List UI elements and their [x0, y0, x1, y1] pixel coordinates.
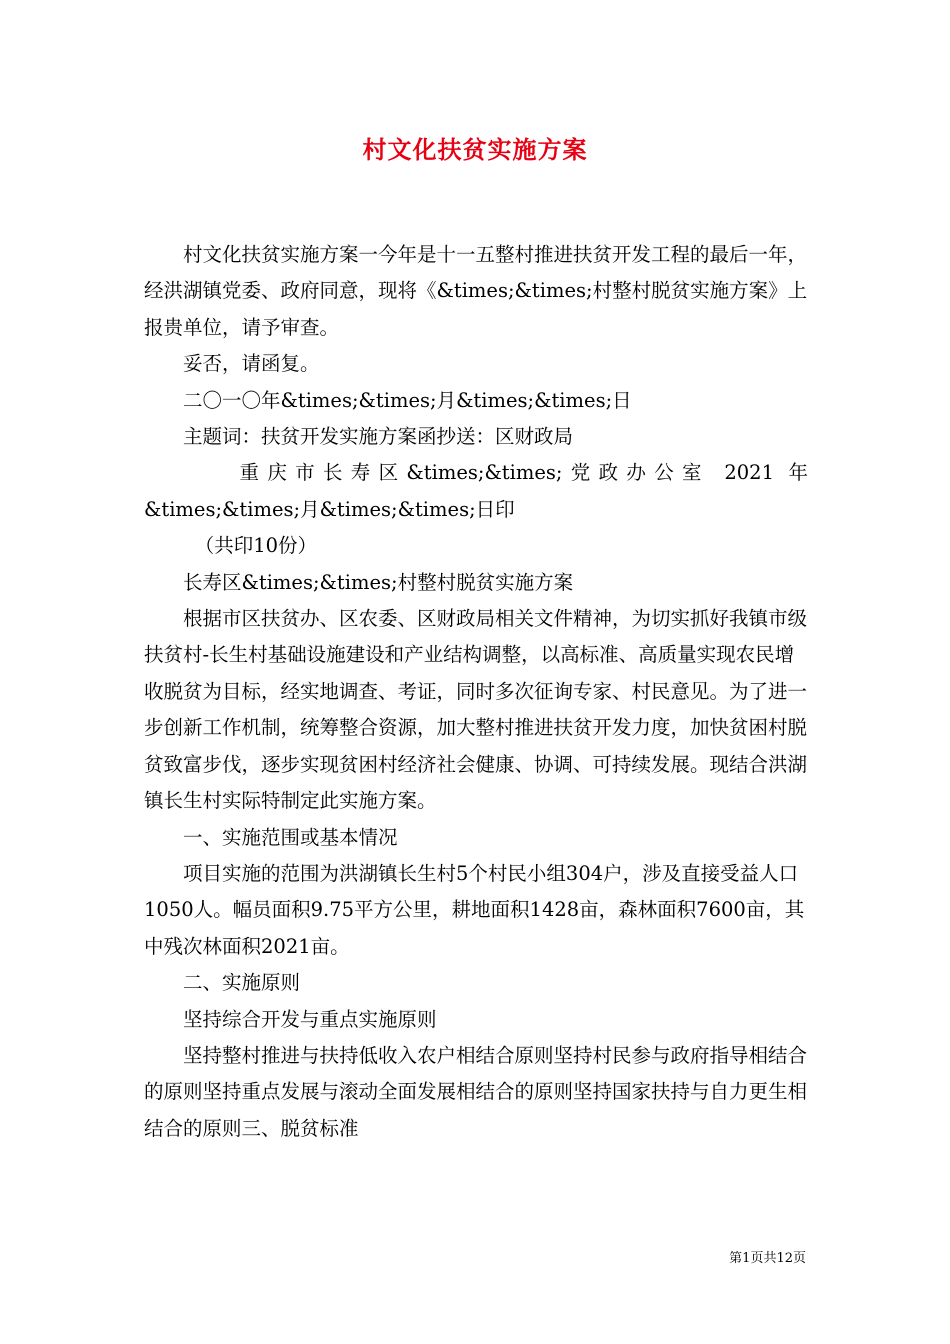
reply-line: 妥否，请函复。 [183, 352, 320, 376]
scope-paragraph: 项目实施的范围为洪湖镇长生村5个村民小组304户，涉及直接受益人口1050人。幅员面积9.75平方公里，耕地面积1428亩，森林面积7600亩，其中残次林面积2021亩。 [144, 861, 805, 958]
print-line-1: 重庆市长寿区&times;&times;党政办公室 2021 年 [239, 461, 808, 485]
page-number: 第1页共12页 [729, 1251, 806, 1266]
basis-paragraph: 根据市区扶贫办、区农委、区财政局相关文件精神，为切实抓好我镇市级扶贫村-长生村基础设施建设和产业结构调整，以高标准、高质量实现农民增收脱贫为目标，经实地调查、考证，同时多次征询专家、村民意见。为了进一步创新工作机制，统筹整合资源，加大整村推进扶贫开发力度，加快贫困村脱贫致富步伐，逐步实现贫困村经济社会健康、协调、可持续发展。现结合洪湖镇长生村实际特制定此实施方案。 [144, 607, 808, 813]
document-body [144, 237, 808, 1147]
section-heading-2: 二、实施原则 [183, 971, 301, 995]
date-line: 二〇一〇年&times;&times;月&times;&times;日 [183, 388, 632, 412]
document-title: 村文化扶贫实施方案 [362, 135, 588, 164]
principles-paragraph: 坚持整村推进与扶持低收入农户相结合原则坚持村民参与政府指导相结合的原则坚持重点发展与滚动全面发展相结合的原则坚持国家扶持与自力更生相结合的原则三、脱贫标准 [144, 1043, 808, 1140]
subject-line: 主题词：扶贫开发实施方案函抄送：区财政局 [183, 425, 574, 449]
intro-paragraph: 村文化扶贫实施方案一今年是十一五整村推进扶贫开发工程的最后一年，经洪湖镇党委、政府同意，现将《&times;&times;村整村脱贫实施方案》上报贵单位，请予审查。 [144, 243, 808, 339]
print-line-2: &times;&times;月&times;&times;日印 [144, 497, 515, 521]
principle-heading: 坚持综合开发与重点实施原则 [183, 1007, 437, 1031]
copies-line: （共印10份） [194, 534, 318, 558]
section-heading-1: 一、实施范围或基本情况 [183, 825, 398, 849]
plan-title-line: 长寿区&times;&times;村整村脱贫实施方案 [183, 570, 574, 594]
